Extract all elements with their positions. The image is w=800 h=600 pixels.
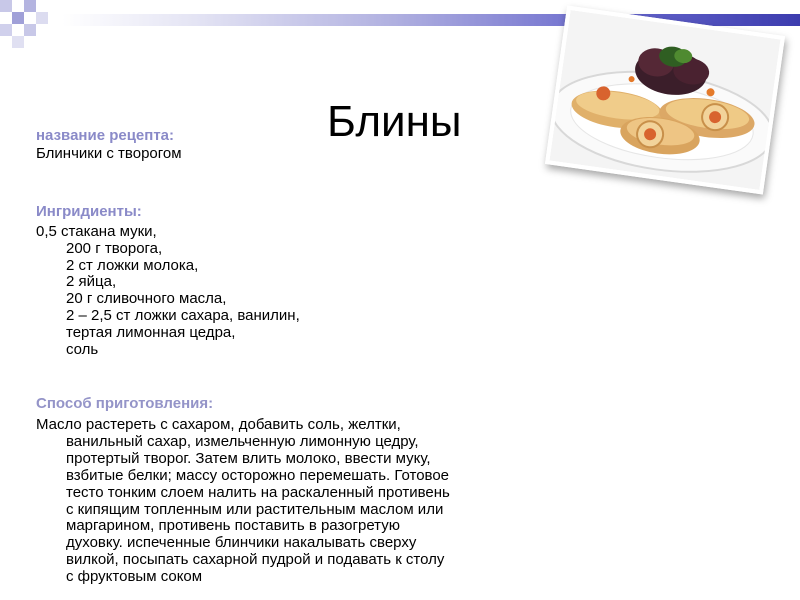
method-line: вилкой, посыпать сахарной пудрой и подавать к столу bbox=[66, 551, 445, 569]
method-line: духовку. испеченные блинчики накалывать сверху bbox=[66, 534, 417, 552]
method-line: протертый творог. Затем влить молоко, ввести муку, bbox=[66, 449, 431, 467]
recipe-name-label: название рецепта: bbox=[36, 127, 175, 144]
pancakes-photo bbox=[545, 5, 785, 194]
ingredients-list bbox=[36, 224, 300, 358]
ingredient-item: 2 ст ложки молока, bbox=[66, 256, 199, 274]
method-line: с фруктовым соком bbox=[66, 568, 203, 586]
method-line: Масло растереть с сахаром, добавить соль, желтки, bbox=[36, 416, 401, 433]
recipe-name-value: Блинчики с творогом bbox=[36, 145, 182, 162]
method-line: ванильный сахар, измельченную лимонную цедру, bbox=[66, 432, 419, 450]
ingredient-item: 0,5 стакана муки, bbox=[36, 223, 157, 240]
method-line: с кипящим топленным или растительным маслом или bbox=[66, 500, 444, 518]
ingredient-item: 200 г творога, bbox=[66, 239, 163, 257]
ingredient-item: тертая лимонная цедра, bbox=[66, 323, 236, 341]
page-title: Блины bbox=[327, 97, 462, 146]
method-line: маргарином, противень поставить в разогретую bbox=[66, 517, 400, 535]
ingredient-item: 2 – 2,5 ст ложки сахара, ванилин, bbox=[66, 306, 300, 324]
method-label: Способ приготовления: bbox=[36, 395, 214, 412]
method-line: тесто тонким слоем налить на раскаленный противень bbox=[66, 483, 450, 501]
ingredient-item: 20 г сливочного масла, bbox=[66, 290, 227, 308]
ingredients-label: Ингридиенты: bbox=[36, 203, 142, 220]
method-line: взбитые белки; массу осторожно перемешать. Готовое bbox=[66, 466, 450, 484]
method-text bbox=[36, 417, 536, 586]
ingredient-item: 2 яйца, bbox=[66, 273, 117, 291]
decorative-checker bbox=[0, 0, 60, 48]
ingredient-item: соль bbox=[66, 340, 99, 358]
